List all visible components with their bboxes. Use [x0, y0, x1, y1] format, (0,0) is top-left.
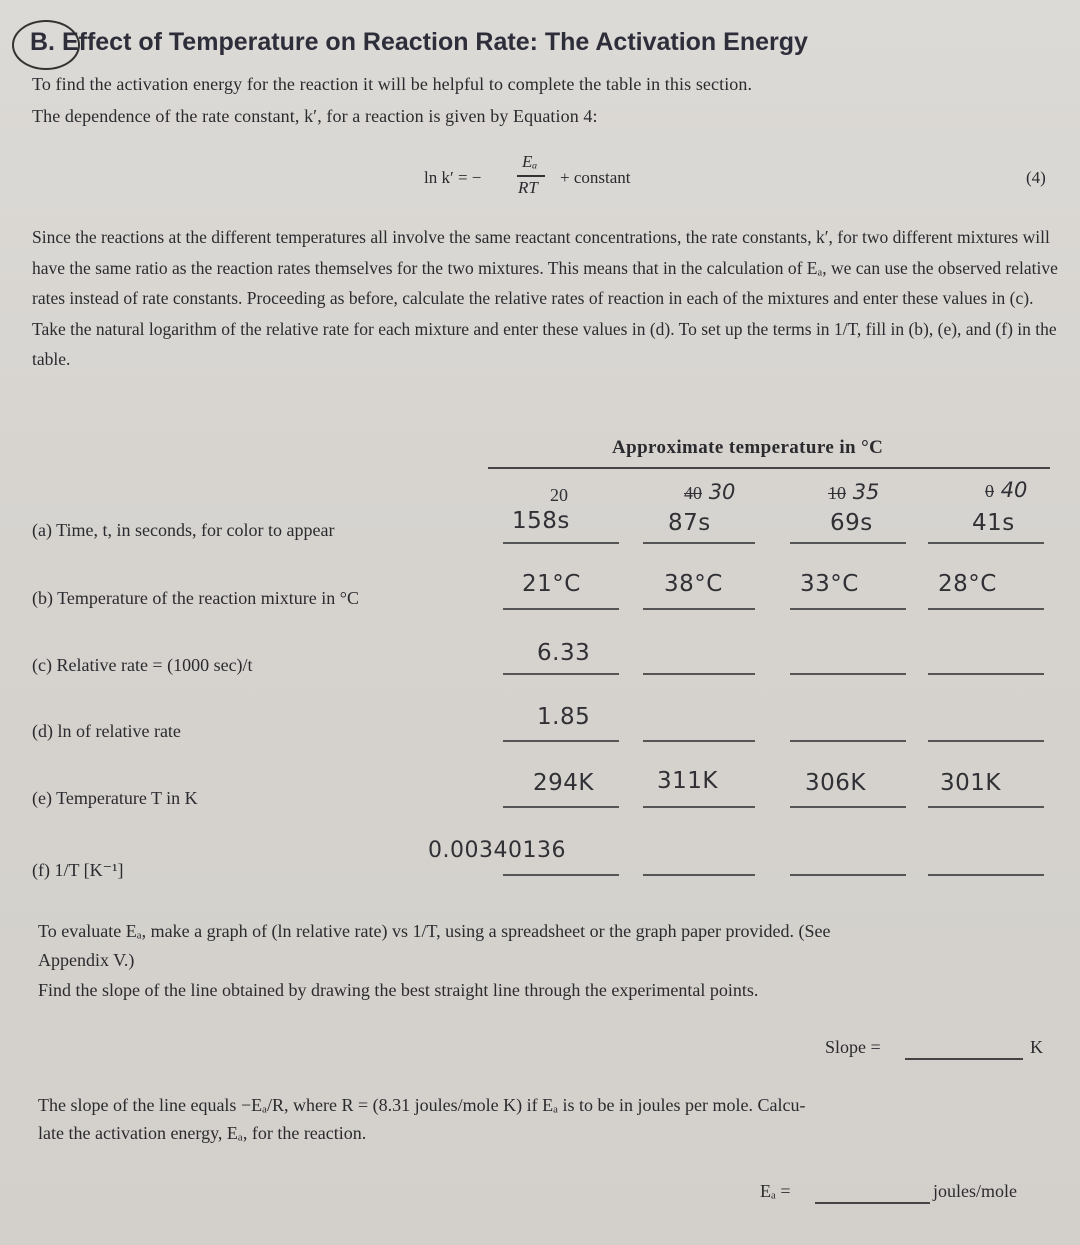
blank-d-4	[928, 740, 1044, 742]
blank-e-1	[503, 806, 619, 808]
footer-line-3: Find the slope of the line obtained by drawing the best straight line through the experimental points.	[38, 980, 759, 1000]
column-2-printed: 40	[684, 483, 702, 503]
blank-b-1	[503, 608, 619, 610]
fraction-bar	[517, 175, 545, 177]
explanation-paragraph: Since the reactions at the different temperatures all involve the same reactant concentrations, the rate constants, k′, for two different mixtures will have the same ratio as the reaction rates themselves for the two mixtures. This means that in the calculation of Eₐ, we can use the observed relative rates instead of rate constants. Proceeding as before, calculate the relative rates of reaction in each of the mixtures and enter these values in (c). Take the natural logarithm of the relative rate for each mixture and enter these values in (d). To set up the terms in 1/T, fill in (b), (e), and (f) in the table.	[32, 227, 1058, 369]
intro-line-1: To find the activation energy for the reaction it will be helpful to complete the table in this section.	[32, 74, 753, 94]
blank-e-3	[790, 806, 906, 808]
column-4-printed: 0	[985, 481, 994, 501]
blank-d-3	[790, 740, 906, 742]
cell-b-4: 28°C	[938, 571, 997, 597]
cell-a-1: 158s	[512, 508, 570, 534]
blank-b-2	[643, 608, 755, 610]
slope-unit: K	[1030, 1037, 1043, 1057]
blank-a-1	[503, 542, 619, 544]
column-3-handwritten: 35	[852, 480, 880, 504]
blank-f-1	[503, 874, 619, 876]
column-2-handwritten: 30	[708, 480, 736, 504]
blank-e-4	[928, 806, 1044, 808]
row-label-f: (f) 1/T [K⁻¹]	[32, 860, 124, 880]
cell-b-1: 21°C	[522, 571, 581, 597]
slope-label: Slope =	[825, 1037, 881, 1057]
blank-e-2	[643, 806, 755, 808]
cell-d-1: 1.85	[537, 704, 591, 730]
blank-c-1	[503, 673, 619, 675]
cell-a-4: 41s	[972, 510, 1015, 536]
footer-line-1: To evaluate Eₐ, make a graph of (ln relative rate) vs 1/T, using a spreadsheet or the graph paper provided. (See	[38, 921, 831, 941]
cell-e-3: 306K	[805, 770, 866, 796]
slope-blank[interactable]	[905, 1058, 1023, 1060]
blank-f-4	[928, 874, 1044, 876]
cell-e-4: 301K	[940, 770, 1001, 796]
intro-line-2: The dependence of the rate constant, k′, for a reaction is given by Equation 4:	[32, 106, 598, 126]
equation-numerator: Eₐ	[522, 152, 538, 171]
column-header-3	[828, 480, 879, 504]
blank-c-3	[790, 673, 906, 675]
blank-b-4	[928, 608, 1044, 610]
blank-b-3	[790, 608, 906, 610]
footer-line-4: The slope of the line equals −Eₐ/R, where R = (8.31 joules/mole K) if Eₐ is to be in joules per mole. Calcu-	[38, 1095, 806, 1115]
row-label-c: (c) Relative rate = (1000 sec)/t	[32, 655, 253, 675]
blank-d-2	[643, 740, 755, 742]
section-title: B. Effect of Temperature on Reaction Rate: The Activation Energy	[30, 28, 808, 56]
column-header-1	[550, 482, 568, 506]
row-label-d: (d) ln of relative rate	[32, 721, 181, 741]
ea-unit: joules/mole	[933, 1181, 1017, 1201]
table-rule	[488, 467, 1050, 469]
blank-a-2	[643, 542, 755, 544]
blank-a-3	[790, 542, 906, 544]
cell-e-1: 294K	[533, 770, 594, 796]
footer-line-5: late the activation energy, Eₐ, for the reaction.	[38, 1123, 367, 1143]
ea-blank[interactable]	[815, 1202, 930, 1204]
column-3-printed: 10	[828, 483, 846, 503]
equation-lhs: ln k′ = −	[424, 168, 482, 187]
table-title: Approximate temperature in °C	[612, 437, 884, 458]
column-4-handwritten: 40	[1000, 478, 1028, 502]
equation-rhs: + constant	[560, 168, 631, 187]
blank-a-4	[928, 542, 1044, 544]
cell-c-1: 6.33	[537, 640, 591, 666]
cell-a-2: 87s	[668, 510, 711, 536]
blank-c-2	[643, 673, 755, 675]
column-1-printed: 20	[550, 485, 568, 505]
cell-b-3: 33°C	[800, 571, 859, 597]
cell-b-2: 38°C	[664, 571, 723, 597]
footer-line-2: Appendix V.)	[38, 950, 135, 970]
column-header-2	[684, 480, 735, 504]
ea-label: Eₐ =	[760, 1181, 791, 1201]
cell-e-2: 311K	[657, 768, 718, 794]
column-header-4	[985, 478, 1027, 502]
row-label-b: (b) Temperature of the reaction mixture in °C	[32, 588, 359, 608]
blank-d-1	[503, 740, 619, 742]
equation-denominator: RT	[518, 178, 538, 197]
cell-f-1: 0.00340136	[428, 838, 566, 863]
blank-f-2	[643, 874, 755, 876]
equation-number: (4)	[1026, 168, 1046, 187]
blank-f-3	[790, 874, 906, 876]
cell-a-3: 69s	[830, 510, 873, 536]
blank-c-4	[928, 673, 1044, 675]
row-label-a: (a) Time, t, in seconds, for color to appear	[32, 520, 335, 540]
row-label-e: (e) Temperature T in K	[32, 788, 198, 808]
